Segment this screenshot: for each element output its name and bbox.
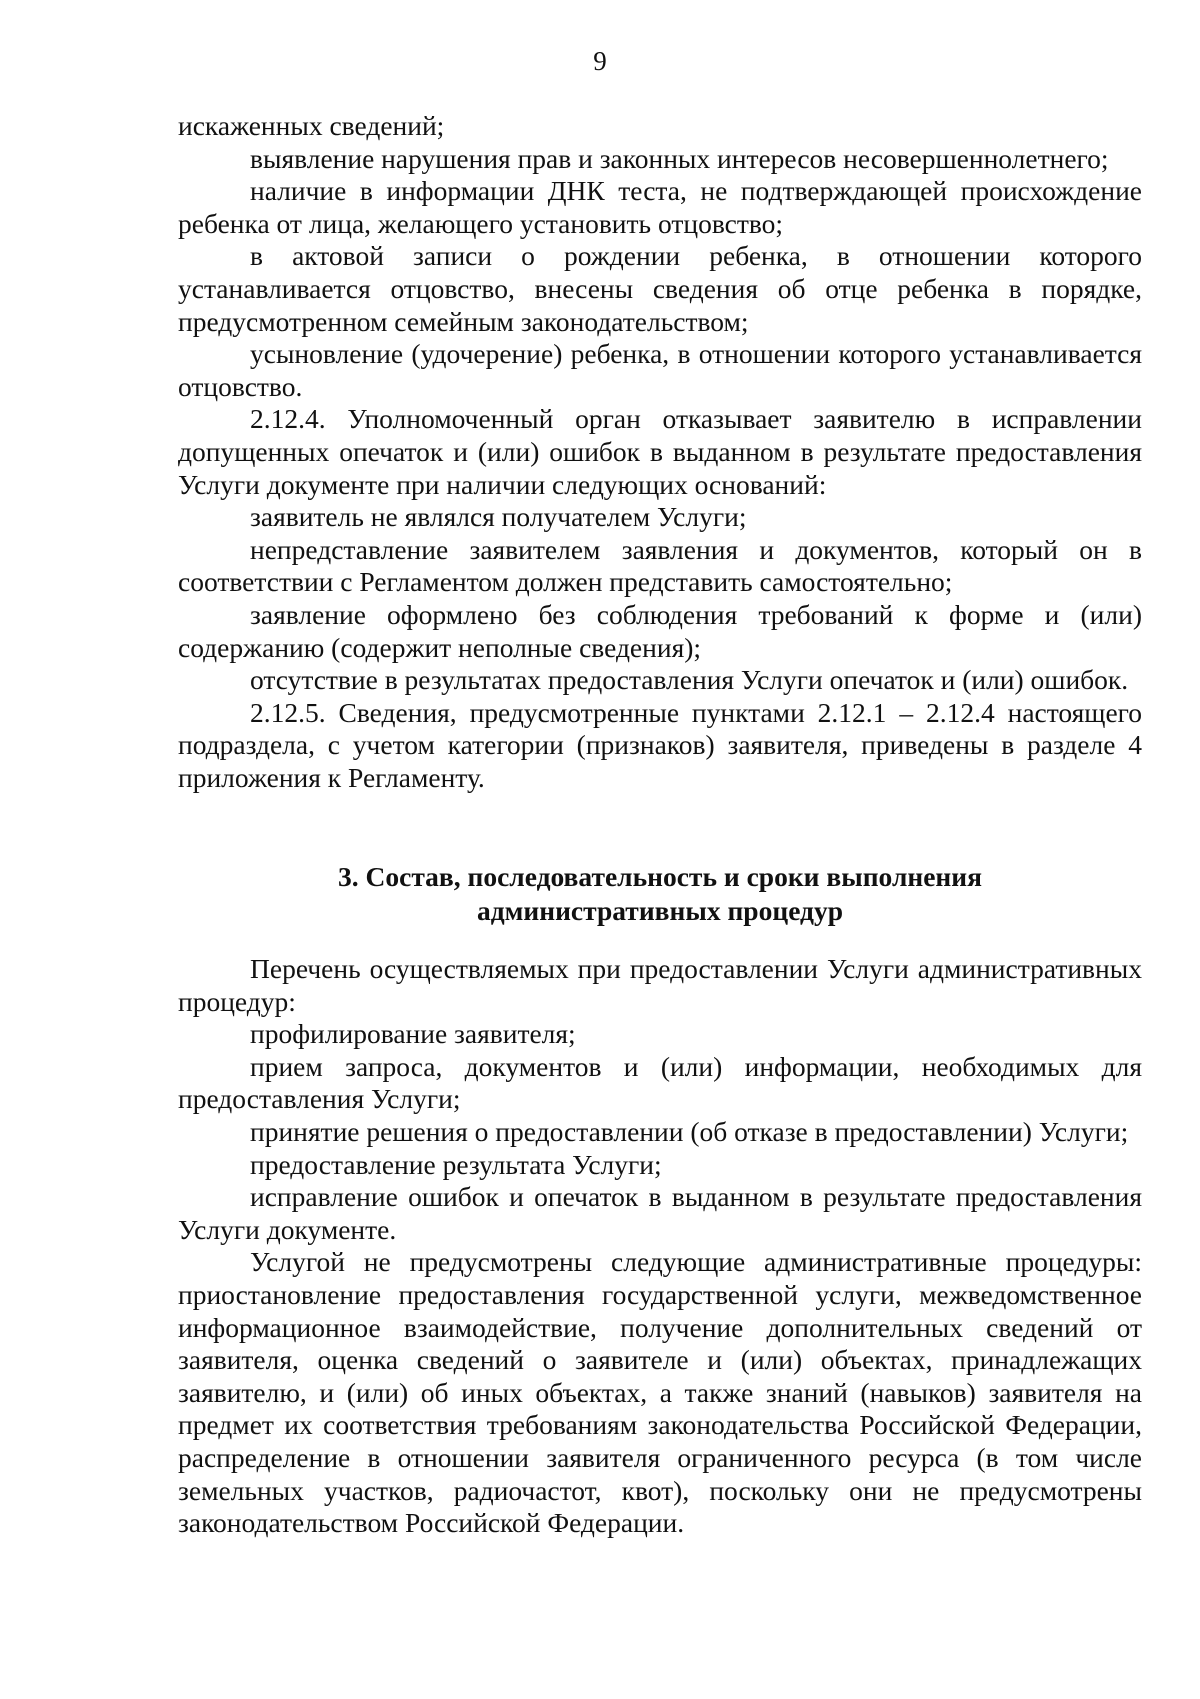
paragraph: искаженных сведений; [178,110,445,141]
paragraph: предоставление результата Услуги; [250,1148,662,1180]
paragraph: Услугой не предусмотрены следующие административные процедуры: приостановление предоставления государственной услуги, межведомственное информационное взаимодействие, получение дополнительных сведений от заявителя, оценка сведений о заявителе и (или) объектах, принадлежащих заявителю, и (или) об иных объектах, а также знаний (навыков) заявителя на предмет их соответствия требованиям законодательства Российской Федерации, распределение в отношении заявителя ограниченного ресурса (в том числе земельных участков, радиочастот, квот), поскольку они не предусмотрены законодательством Российской Федерации. [178,1246,1142,1539]
paragraph: заявитель не являлся получателем Услуги; [250,501,747,533]
page-number: 9 [593,46,607,76]
paragraph: отсутствие в результатах предоставления Услуги опечаток и (или) ошибок. [250,664,1129,696]
paragraph: непредставление заявителем заявления и документов, который он в соответствии с Регламентом должен представить самостоятельно; [178,533,1142,598]
paragraph: усыновление (удочерение) ребенка, в отношении которого устанавливается отцовство. [178,338,1142,402]
document-body-bottom [178,953,1142,1540]
paragraph: заявление оформлено без соблюдения требований к форме и (или) содержанию (содержит неполные сведения); [178,598,1142,663]
section-heading-line: 3. Состав, последовательность и сроки выполнения [338,861,982,892]
paragraph: прием запроса, документов и (или) информации, необходимых для предоставления Услуги; [178,1050,1142,1115]
document-body-top [178,110,1142,794]
paragraph: Перечень осуществляемых при предоставлении Услуги административных процедур: [178,953,1142,1017]
paragraph: наличие в информации ДНК теста, не подтверждающей происхождение ребенка от лица, желающего установить отцовство; [178,175,1142,239]
paragraph: 2.12.5. Сведения, предусмотренные пунктами 2.12.1 – 2.12.4 настоящего подраздела, с учетом категории (признаков) заявителя, приведены в разделе 4 приложения к Регламенту. [178,696,1142,793]
paragraph: профилирование заявителя; [250,1018,576,1050]
paragraph: выявление нарушения прав и законных интересов несовершеннолетнего; [250,142,1109,174]
paragraph: 2.12.4. Уполномоченный орган отказывает заявителю в исправлении допущенных опечаток и (или) ошибок в выданном в результате предоставления Услуги документе при наличии следующих оснований: [178,403,1142,500]
paragraph: исправление ошибок и опечаток в выданном в результате предоставления Услуги документе. [178,1181,1142,1245]
paragraph: принятие решения о предоставлении (об отказе в предоставлении) Услуги; [250,1115,1129,1147]
section-heading-line: административных процедур [477,895,843,926]
paragraph: в актовой записи о рождении ребенка, в отношении которого устанавливается отцовство, внесены сведения об отце ребенка в порядке, предусмотренном семейным законодательством; [178,240,1142,337]
section-heading [178,860,1142,928]
